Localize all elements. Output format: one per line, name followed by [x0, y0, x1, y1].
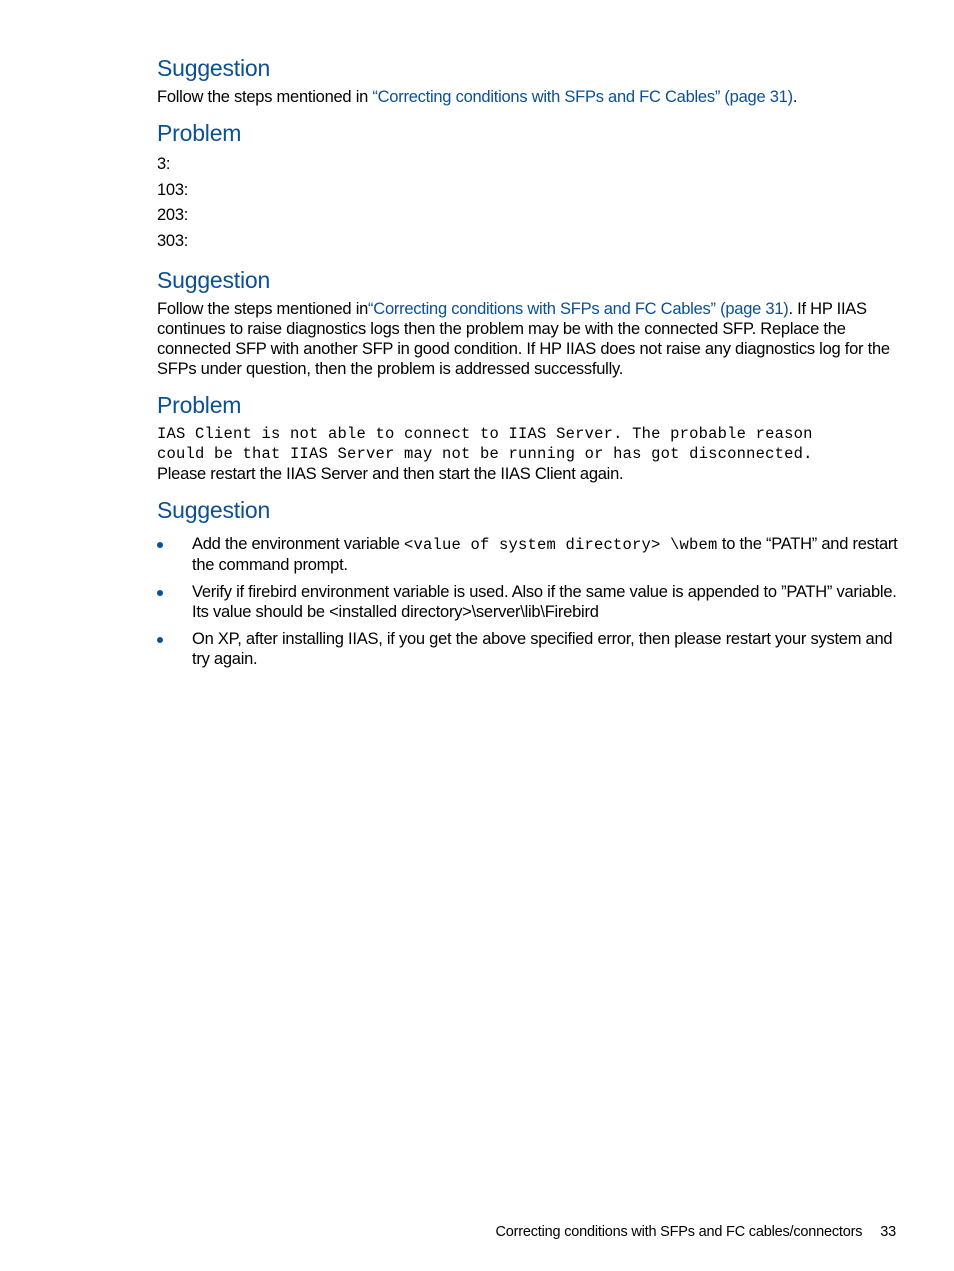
suggestion-text-2	[157, 299, 902, 379]
suggestion-heading-2: Suggestion	[157, 267, 271, 293]
list-item	[157, 534, 902, 575]
problem-heading-2: Problem	[157, 392, 242, 418]
problem-code-line-1: IAS Client is not able to connect to IIAS Server. The probable reason	[157, 425, 813, 443]
problem-codes	[157, 152, 902, 254]
footer-title: Correcting conditions with SFPs and FC cables/connectors	[495, 1224, 863, 1240]
suggestion-bullet-list	[157, 534, 902, 669]
suggestion-heading-3: Suggestion	[157, 497, 271, 523]
suggestion-text-1-tail: .	[792, 88, 798, 106]
suggestion-text-1	[157, 87, 902, 107]
cross-reference-link-1[interactable]: “Correcting conditions with SFPs and FC Cables” (page 31)	[372, 88, 793, 106]
problem-code-103: 103:	[157, 180, 189, 199]
page-content	[157, 54, 902, 676]
bullet-3-text: On XP, after installing IIAS, if you get the above specified error, then please restart your system and try again.	[192, 630, 893, 668]
list-item	[157, 582, 902, 622]
problem-code-line-2: could be that IIAS Server may not be running or has got disconnected.	[157, 445, 813, 463]
suggestion-text-1-lead: Follow the steps mentioned in	[157, 88, 373, 106]
bullet-dot-icon	[157, 637, 163, 643]
problem-code-203: 203:	[157, 206, 189, 224]
bullet-dot-icon	[157, 542, 163, 548]
problem-code-3: 3:	[157, 155, 171, 173]
bullet-2-text: Verify if firebird environment variable is used. Also if the same value is appended to ”PATH” variable. Its value should be <installed directory>\server\lib\Firebird	[192, 583, 897, 621]
suggestion-text-2-lead: Follow the steps mentioned in	[157, 300, 369, 318]
cross-reference-link-2[interactable]: “Correcting conditions with SFPs and FC Cables” (page 31)	[368, 300, 789, 318]
bullet-1-lead: Add the environment variable	[192, 535, 404, 553]
bullet-1-tail: to the “PATH” and restart the command prompt.	[192, 535, 898, 574]
suggestion-text-2-tail: . If HP IIAS continues to raise diagnostics logs then the problem may be with the connected SFP. Replace the connected SFP with another SFP in good condition. If HP IIAS does not raise any diagnostics log for the SFPs under question, then the problem is addressed successfully.	[157, 300, 890, 378]
suggestion-heading-1: Suggestion	[157, 55, 271, 81]
problem-heading-1: Problem	[157, 120, 242, 146]
problem-code-303: 303:	[157, 231, 189, 250]
problem-text-2: Please restart the IIAS Server and then start the IIAS Client again.	[157, 465, 624, 483]
page-footer	[495, 1222, 896, 1242]
page-number: 33	[880, 1224, 896, 1240]
bullet-dot-icon	[157, 590, 163, 596]
list-item	[157, 629, 902, 669]
bullet-1-code: <value of system directory> \wbem	[403, 536, 718, 554]
